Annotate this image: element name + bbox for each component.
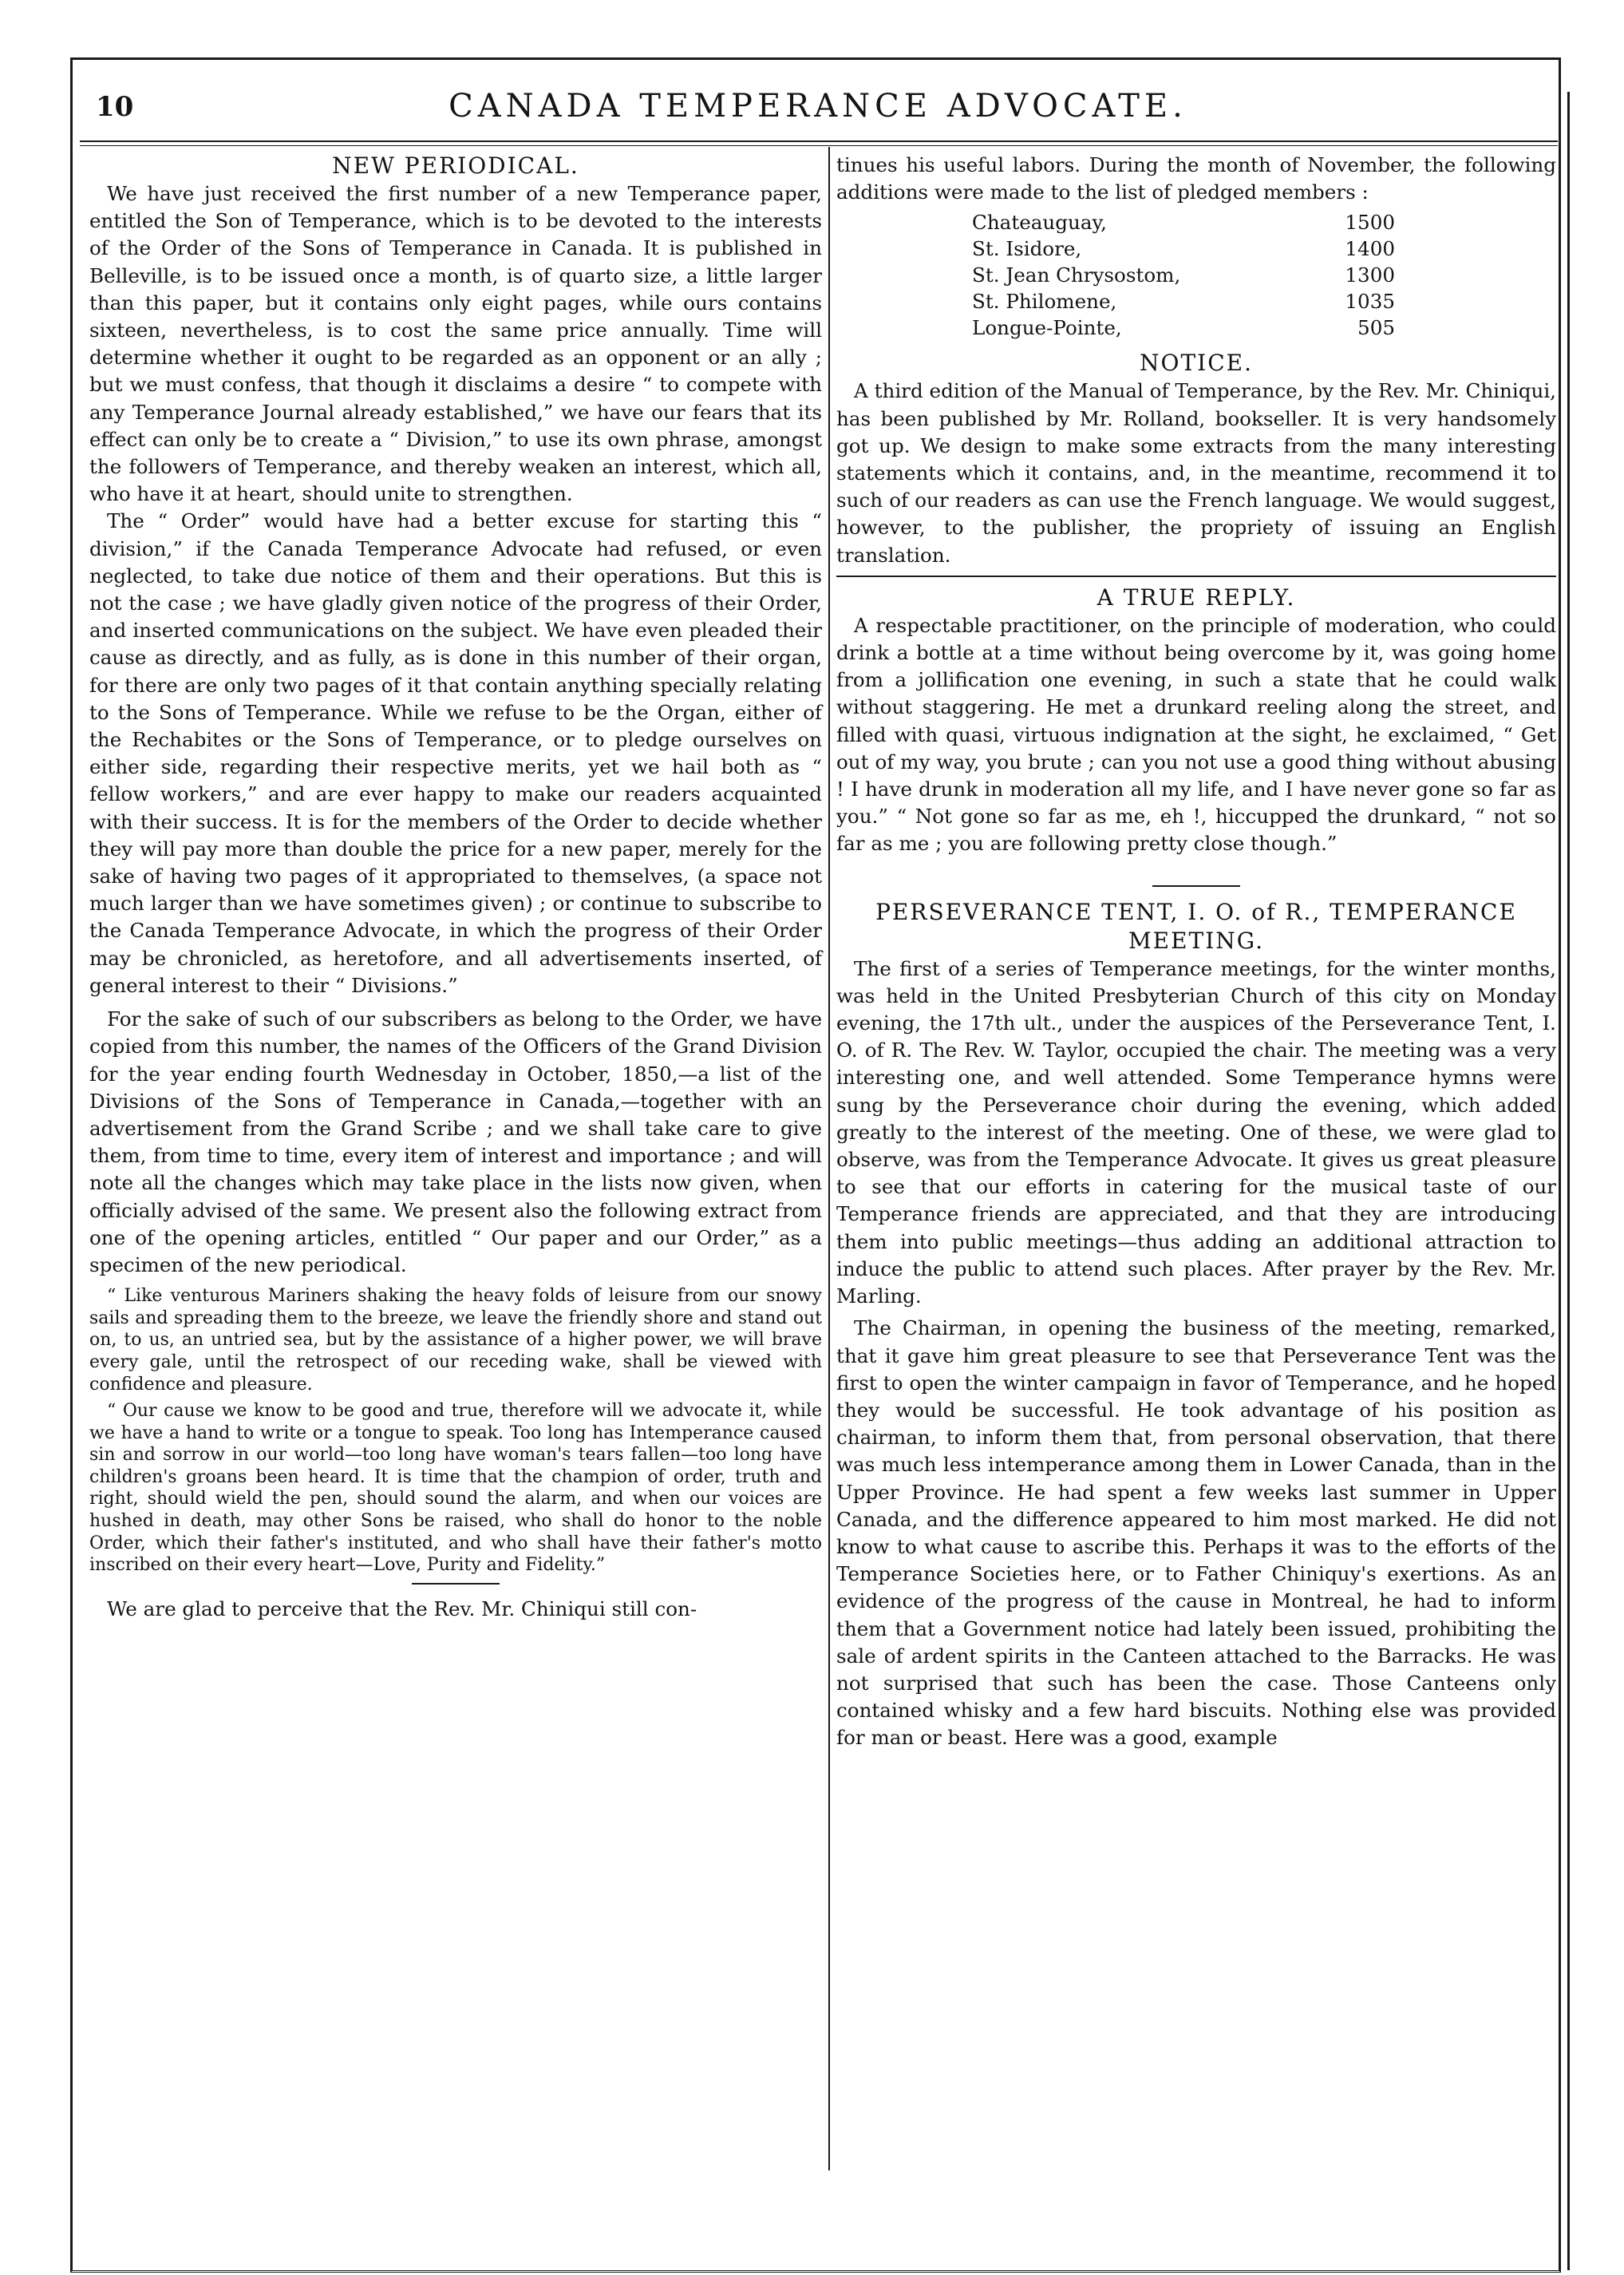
quote-paragraph: “ Our cause we know to be good and true, therefore will we advocate it, while we have a hand to write or a tongue to speak. Too long has Intemperance caused sin and sorrow in our world—too long have woman's tears fallen—too long have children's groans been heard. It is time that the champion of order, truth and right, should wield the pen, should sound the alarm, and when our voices are hushed in death, may other Sons be raised, who shall do honor to the noble Order, which their father's instituted, and who shall have their father's motto inscribed on their every heart—Love, Purity and Fidelity.”: [89, 1401, 822, 1576]
article-heading-true-reply: A TRUE REPLY.: [1096, 584, 1296, 611]
article-paragraph: For the sake of such of our subscribers as belong to the Order, we have copied from this number, the names of the Officers of the Grand Division for the year ending fourth Wednesday in October, 1850,—a list of the Divisions of the Sons of Temperance in Canada,—together with an advertisement from the Grand Scribe ; and we shall take care to give them, from time to time, every item of interest and importance ; and will note all the changes which may take place in the lists now given, when officially advised of the same. We present also the following extract from one of the opening articles, entitled “ Our paper and our Order,” as a specimen of the new periodical.: [89, 1007, 822, 1276]
quoted-extract: [89, 1285, 822, 1577]
section-rule: [836, 576, 1556, 577]
article-heading-perseverance: PERSEVERANCE TENT, I. O. of R., TEMPERANCE MEETING.: [875, 898, 1517, 954]
article-paragraph: A respectable practitioner, on the principle of moderation, who could drink a bottle at a time without being overcome by it, was going home from a jollification one evening, in such a state that he could walk without staggering. He met a drunkard reeling along the street, and filled with quasi, virtuous indignation at the sight, he exclaimed, “ Get out of my way, you brute ; can you not use a good thing without abusing ! I have drunk in moderation all my life, and I have never gone so far as you.” “ Not gone so far as me, eh !, hiccupped the drunkard, “ not so far as me ; you are following pretty close though.”: [836, 613, 1556, 856]
section-rule: [412, 1583, 500, 1585]
article-heading-notice: NOTICE.: [1140, 350, 1253, 377]
pledge-row: [972, 235, 1395, 262]
right-column: [836, 152, 1556, 1752]
pledge-place: Chateauguay,: [972, 211, 1107, 235]
header-rule-secondary: [80, 145, 1558, 146]
pledge-count: 505: [1357, 316, 1395, 340]
running-title: CANADA TEMPERANCE ADVOCATE.: [448, 88, 1187, 125]
article-paragraph: We are glad to perceive that the Rev. Mr. Chiniqui still con-: [107, 1596, 697, 1620]
pledge-list-table: [972, 209, 1395, 341]
pledge-row: [972, 209, 1395, 235]
page-header: [88, 80, 1548, 136]
continued-paragraph: tinues his useful labors. During the month of November, the following additions were made to the list of pledged members :: [836, 153, 1556, 204]
left-column: [89, 152, 822, 1623]
pledge-place: St. Isidore,: [972, 237, 1082, 261]
article-paragraph: A third edition of the Manual of Temperance, by the Rev. Mr. Chiniqui, has been published by Mr. Rolland, bookseller. It is very handsomely got up. We design to make some extracts from the many interesting statements which it contains, and, in the meantime, recommend it to such of our readers as can use the French language. We would suggest, however, to the publisher, the propriety of issuing an English translation.: [836, 379, 1556, 567]
pledge-count: 1035: [1345, 290, 1395, 314]
pledge-count: 1400: [1345, 237, 1395, 261]
column-divider: [828, 147, 830, 2170]
quote-paragraph: “ Like venturous Mariners shaking the heavy folds of leisure from our snowy sails and spreading them to the breeze, we leave the friendly shore and stand out on, to us, an untried sea, but by the assistance of a higher power, we will brave every gale, until the retrospect of our receding wake, shall be viewed with confidence and pleasure.: [89, 1286, 822, 1395]
pledge-count: 1500: [1345, 211, 1395, 235]
pledge-row: [972, 262, 1395, 288]
pledge-row: [972, 315, 1395, 341]
pledge-row: [972, 288, 1395, 315]
article-paragraph: The first of a series of Temperance meetings, for the winter months, was held in the United Presbyterian Church of this city on Monday evening, the 17th ult., under the auspices of the Perseverance Tent, I. O. of R. The Rev. W. Taylor, occupied the chair. The meeting was a very interesting one, and well attended. Some Temperance hymns were sung by the Perseverance choir during the evening, which added greatly to the interest of the meeting. One of these, we were glad to observe, was from the Temperance Advocate. It gives us great pleasure to see that our efforts in catering for the musical taste of our Temperance friends are appreciated, and that they are introducing them into public meetings—thus adding an additional attraction to induce the public to attend such places. After prayer by the Rev. Mr. Marling.: [836, 956, 1556, 1308]
article-paragraph: We have just received the first number of a new Temperance paper, entitled the Son of Temperance, which is to be devoted to the interests of the Order of the Sons of Temperance in Canada. It is published in Belleville, is to be issued once a month, is of quarto size, a little larger than this paper, but it contains only eight pages, while ours contains sixteen, nevertheless, is to cost the same price annually. Time will determine whether it ought to be regarded as an opponent or an ally ; but we must confess, that though it disclaims a desire “ to compete with any Temperance Journal already established,” we have our fears that its effect can only be to create a “ Division,” to use its own phrase, amongst the followers of Temperance, and thereby weaken an interest, which all, who have it at heart, should unite to strengthen.: [89, 182, 822, 506]
article-paragraph: The Chairman, in opening the business of the meeting, remarked, that it gave him great pleasure to see that Perseverance Tent was the first to open the winter campaign in favor of Temperance, and he hoped they would be successful. He took advantage of his position as chairman, to inform them that, from personal observation, that there was much less intemperance among them in Lower Canada, than in the Upper Province. He had spent a few weeks last summer in Upper Canada, and the difference appeared to him most marked. He did not know to what cause to ascribe this. Perhaps it was to the efforts of the Temperance Societies here, or to Father Chiniquy's exertions. As an evidence of the progress of the cause in Montreal, he had to inform them that a Government notice had lately been issued, prohibiting the sale of ardent spirits in the Canteen attached to the Barracks. He was not surprised that such has been the case. Those Canteens only contained whisky and a few hard biscuits. Nothing else was provided for man or beast. Here was a good, example: [836, 1316, 1556, 1750]
pledge-count: 1300: [1345, 263, 1395, 287]
pledge-place: St. Jean Chrysostom,: [972, 263, 1181, 287]
article-paragraph: The “ Order” would have had a better excuse for starting this “ division,” if the Canada Temperance Advocate had refused, or even neglected, to take due notice of them and their operations. But this is not the case ; we have gladly given notice of the progress of their Order, and inserted communications on the subject. We have even pleaded their cause as directly, and as fully, as is done in this number of their organ, for there are only two pages of it that contain anything specially relating to the Sons of Temperance. While we refuse to be the Organ, either of the Rechabites or the Sons of Temperance, or to pledge ourselves on either side, regarding their respective merits, yet we hail both as “ fellow workers,” and are ever happy to make our readers acquainted with their success. It is for the members of the Order to decide whether they will pay more than double the price for a new paper, merely for the sake of having two pages of it appropriated to themselves, (a space not much larger than we have sometimes given) ; or continue to subscribe to the Canada Temperance Advocate, in which the progress of their Order may be chronicled, as heretofore, and all advertisements inserted, of general interest to their “ Divisions.”: [89, 509, 822, 997]
article-heading-new-periodical: NEW PERIODICAL.: [332, 152, 579, 179]
pledge-place: Longue-Pointe,: [972, 316, 1122, 340]
header-rule: [80, 140, 1558, 142]
pledge-place: St. Philomene,: [972, 290, 1117, 314]
section-rule: [1152, 885, 1240, 887]
page-number: 10: [96, 91, 134, 123]
